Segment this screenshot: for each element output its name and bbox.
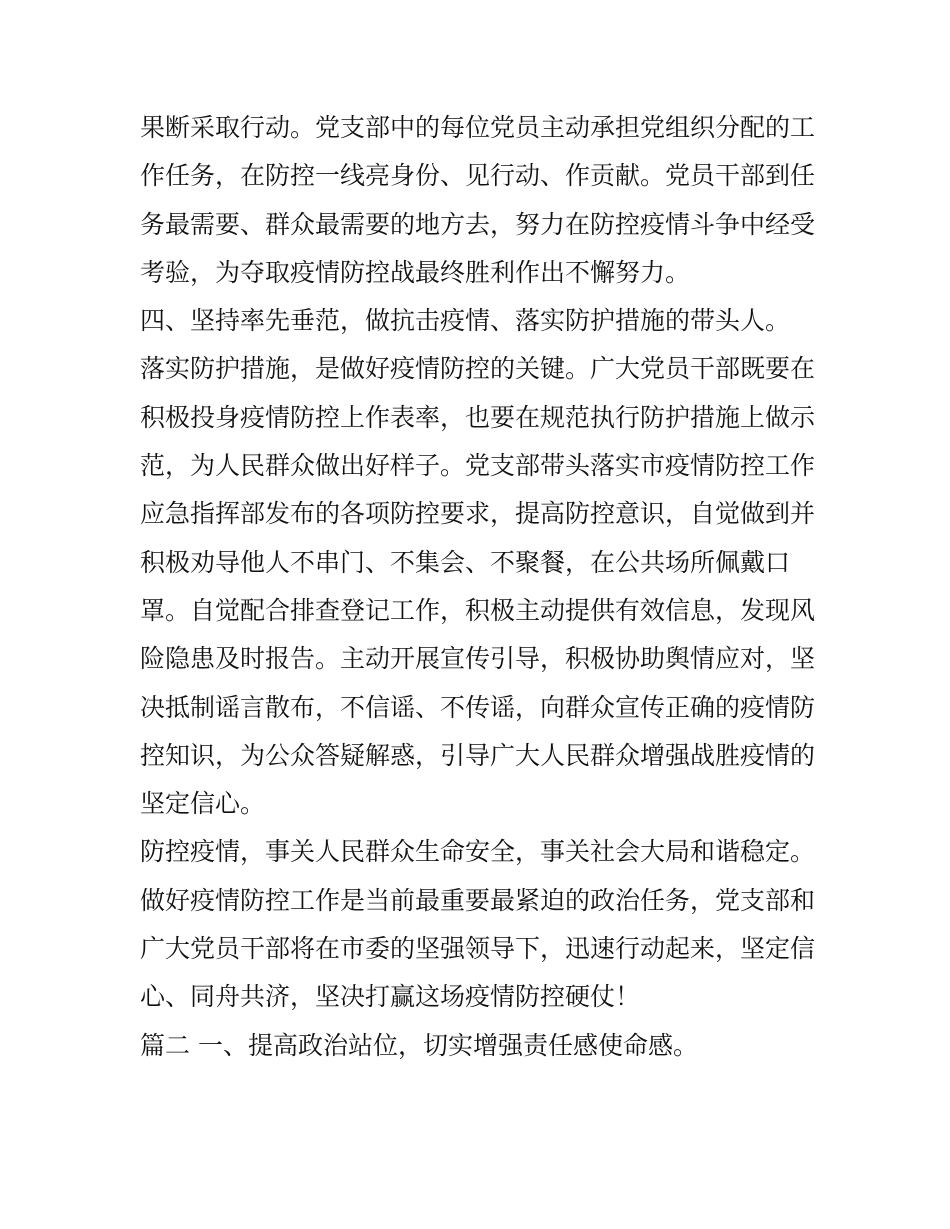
text-line: 务最需要、群众最需要的地方去，努力在防控疫情斗争中经受 (140, 209, 816, 239)
text-line: 险隐患及时报告。主动开展宣传引导，积极协助舆情应对，坚 (140, 644, 816, 674)
section-heading: 四、坚持率先垂范，做抗击疫情、落实防护措施的带头人。 (140, 306, 791, 336)
text-line: 考验，为夺取疫情防控战最终胜利作出不懈努力。 (140, 257, 691, 287)
text-line: 积极劝导他人不串门、不集会、不聚餐，在公共场所佩戴口 (140, 547, 791, 577)
body-text (140, 104, 820, 1070)
text-line: 作任务，在防控一线亮身份、见行动、作贡献。党员干部到任 (140, 161, 816, 191)
text-line: 心、同舟共济，坚决打赢这场疫情防控硬仗！ (140, 982, 641, 1012)
text-line: 决抵制谣言散布，不信谣、不传谣，向群众宣传正确的疫情防 (140, 692, 816, 722)
text-line: 防控疫情，事关人民群众生命安全，事关社会大局和谐稳定。 (140, 837, 816, 867)
text-line: 广大党员干部将在市委的坚强领导下，迅速行动起来，坚定信 (140, 934, 816, 964)
text-line: 落实防护措施，是做好疫情防控的关键。广大党员干部既要在 (140, 354, 816, 384)
text-line: 应急指挥部发布的各项防控要求，提高防控意识，自觉做到并 (140, 499, 816, 529)
text-line: 积极投身疫情防控上作表率，也要在规范执行防护措施上做示 (140, 402, 816, 432)
text-line: 果断采取行动。党支部中的每位党员主动承担党组织分配的工 (140, 113, 816, 142)
text-line: 罩。自觉配合排查登记工作，积极主动提供有效信息，发现风 (140, 595, 816, 625)
section-heading: 篇二 一、提高政治站位，切实增强责任感使命感。 (140, 1030, 698, 1060)
text-line: 做好疫情防控工作是当前最重要最紧迫的政治任务，党支部和 (140, 885, 816, 915)
text-line: 坚定信心。 (140, 789, 266, 819)
text-line: 控知识，为公众答疑解惑，引导广大人民群众增强战胜疫情的 (140, 740, 816, 770)
text-line: 范，为人民群众做出好样子。党支部带头落实市疫情防控工作 (140, 451, 816, 481)
